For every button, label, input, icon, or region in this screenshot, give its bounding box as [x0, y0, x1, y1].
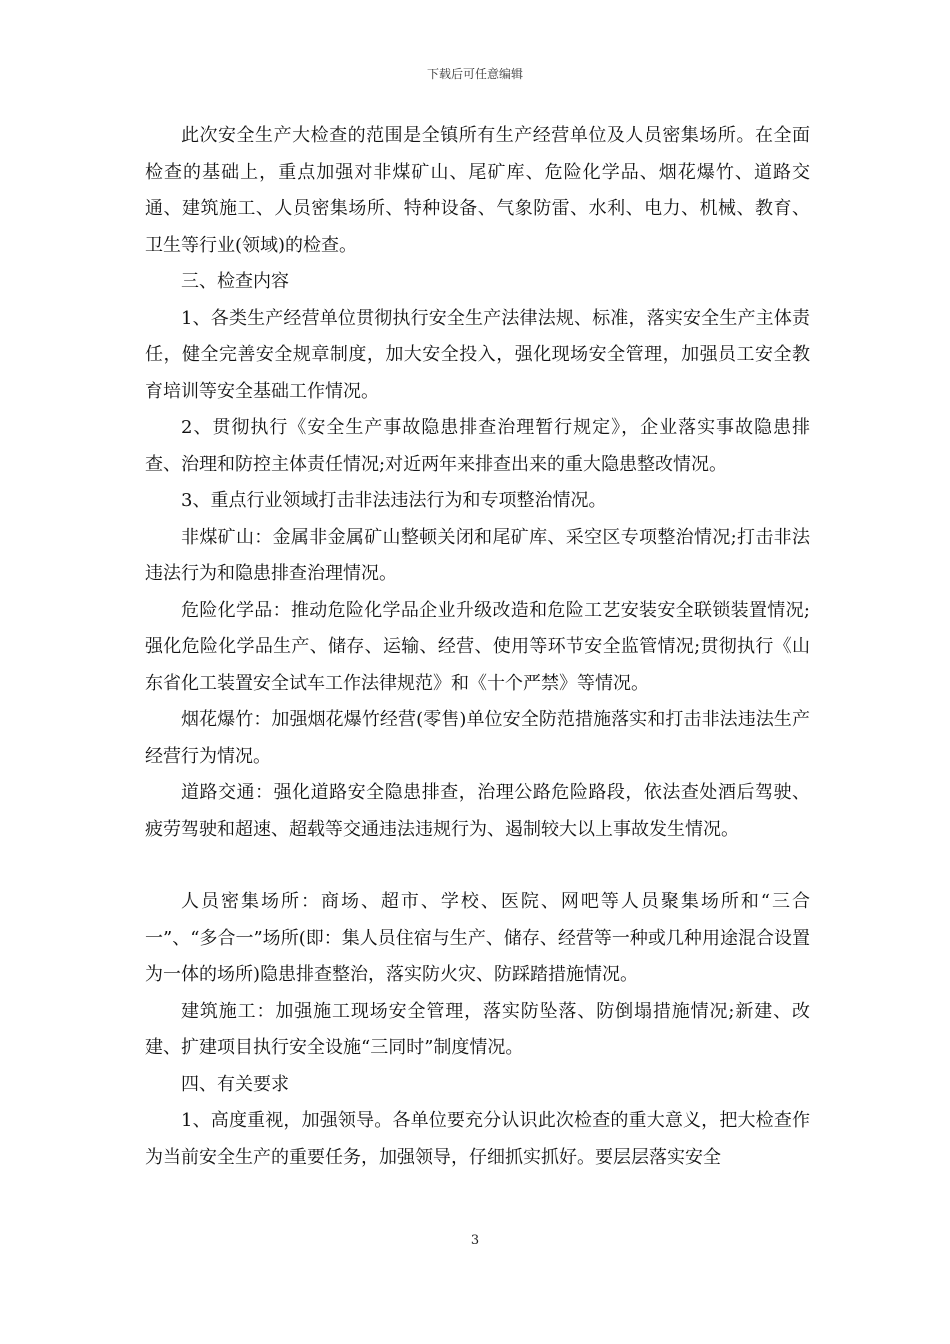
- paragraph-non-coal-mines: 非煤矿山：金属非金属矿山整顿关闭和尾矿库、采空区专项整治情况;打击非法违法行为和隐患排查治理情况。: [145, 526, 810, 584]
- paragraph-scope: 此次安全生产大检查的范围是全镇所有生产经营单位及人员密集场所。在全面检查的基础上，重点加强对非煤矿山、尾矿库、危险化学品、烟花爆竹、道路交通、建筑施工、人员密集场所、特种设备、气象防雷、水利、电力、机械、教育、卫生等行业(领域)的检查。: [145, 125, 810, 256]
- paragraph-fireworks: 烟花爆竹：加强烟花爆竹经营(零售)单位安全防范措施落实和打击非法违法生产经营行为情况。: [145, 709, 810, 767]
- section-heading-requirements: 四、有关要求: [181, 1073, 289, 1095]
- page-header: 下载后可任意编辑: [426, 67, 523, 81]
- paragraph-road-traffic: 道路交通：强化道路安全隐患排查，治理公路危险路段，依法查处酒后驾驶、疲劳驾驶和超速、超载等交通违法违规行为、遏制较大以上事故发生情况。: [145, 782, 810, 840]
- paragraph-hazardous-chemicals: 危险化学品：推动危险化学品企业升级改造和危险工艺安装安全联锁装置情况;强化危险化学品生产、储存、运输、经营、使用等环节安全监管情况;贯彻执行《山东省化工装置安全试车工作法律规范》和《十个严禁》等情况。: [145, 599, 810, 694]
- paragraph-construction: 建筑施工：加强施工现场安全管理，落实防坠落、防倒塌措施情况;新建、改建、扩建项目执行安全设施“三同时”制度情况。: [145, 1000, 810, 1058]
- paragraph-crowded-places: 人员密集场所：商场、超市、学校、医院、网吧等人员聚集场所和“三合一”、“多合一”场所(即：集人员住宿与生产、储存、经营等一种或几种用途混合设置为一体的场所)隐患排查整治，落实防火灾、防踩踏措施情况。: [145, 891, 810, 985]
- page-number: 3: [470, 1233, 480, 1248]
- paragraph-item-3: 3、重点行业领域打击非法违法行为和专项整治情况。: [181, 490, 607, 511]
- paragraph-requirement-1: 1、高度重视，加强领导。各单位要充分认识此次检查的重大意义，把大检查作为当前安全生产的重要任务，加强领导，仔细抓实抓好。要层层落实安全: [145, 1110, 810, 1168]
- section-heading-inspection-content: 三、检查内容: [181, 271, 289, 292]
- paragraph-item-2: 2、贯彻执行《安全生产事故隐患排查治理暂行规定》，企业落实事故隐患排查、治理和防控主体责任情况;对近两年来排查出来的重大隐患整改情况。: [145, 417, 810, 475]
- document-body: [145, 118, 810, 1176]
- paragraph-item-1: 1、各类生产经营单位贯彻执行安全生产法律法规、标准，落实安全生产主体责任，健全完善安全规章制度，加大安全投入，强化现场安全管理，加强员工安全教育培训等安全基础工作情况。: [145, 307, 810, 402]
